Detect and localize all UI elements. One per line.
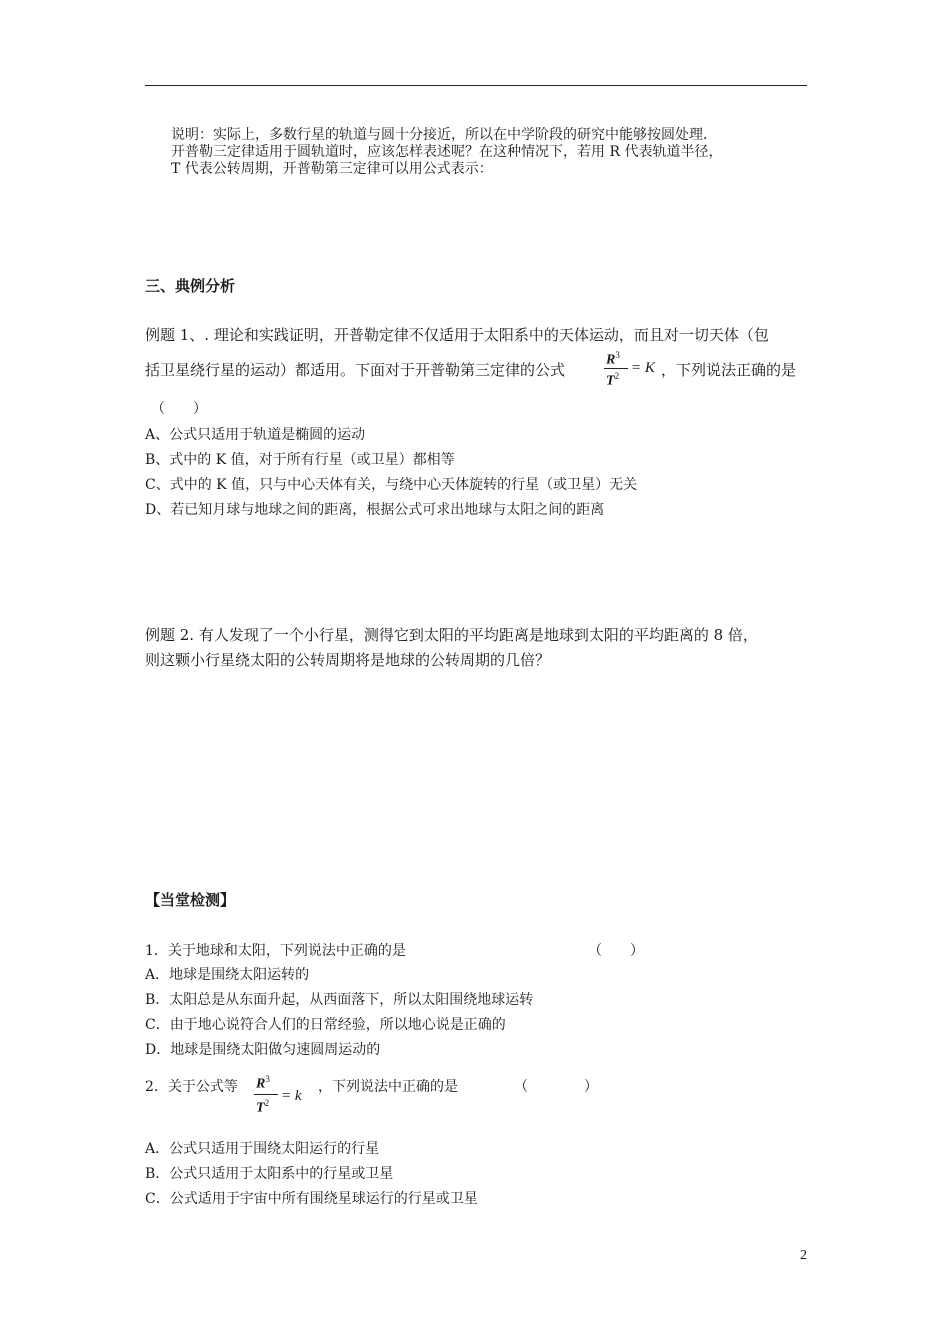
example1-line-1: 例题 1、. 理论和实践证明，开普勒定律不仅适用于太阳系中的天体运动，而且对一切天体（包 [145,326,769,344]
header-rule [145,85,807,86]
q1-option-a: A．地球是围绕太阳运转的 [145,967,310,983]
q1-answer-paren: （ ） [588,943,644,959]
q2-formula-denominator: $T^2$ [256,1098,270,1116]
example1-option-c: C、式中的 K 值，只与中心天体有关，与绕中心天体旋转的行星（或卫星）无关 [145,477,638,493]
quiz-title: 【当堂检测】 [145,891,236,909]
section-title: 三、典例分析 [145,277,236,295]
q2-fraction-bar [254,1094,278,1095]
q1-option-d: D．地球是围绕太阳做匀速圆周运动的 [145,1042,381,1058]
example2-line-2: 则这颗小行星绕太阳的公转周期将是地球的公转周期的几倍？ [145,651,551,669]
example1-answer-paren: （ ） [151,401,207,417]
q2-formula-numerator: $R^3$ [256,1074,270,1092]
q1-stem: 1．关于地球和太阳，下列说法中正确的是 [145,943,406,959]
example1-option-b: B、式中的 K 值，对于所有行星（或卫星）都相等 [145,452,455,468]
q2-option-c: C．公式适用于宇宙中所有围绕星球运行的行星或卫星 [145,1191,478,1207]
q2-option-a: A．公式只适用于围绕太阳运行的行星 [145,1141,380,1157]
example2-line-1: 例题 2. 有人发现了一个小行星，测得它到太阳的平均距离是地球到太阳的平均距离的 8 倍， [145,626,758,644]
note-line-2: 开普勒三定律适用于圆轨道时，应该怎样表述呢？在这种情况下，若用 R 代表轨道半径， [171,144,723,160]
note-line-3: T 代表公转周期，开普勒第三定律可以用公式表示： [171,161,493,177]
q2-formula-rhs: = k [281,1088,302,1104]
q2-option-b: B．公式只适用于太阳系中的行星或卫星 [145,1166,394,1182]
formula-numerator: $R^3$ [606,350,620,368]
q2-stem-start: 2．关于公式等 [145,1079,238,1095]
q1-option-c: C．由于地心说符合人们的日常经验，所以地心说是正确的 [145,1017,506,1033]
q2-formula [254,1074,314,1116]
q2-stem-end: ，下列说法中正确的是 [318,1079,458,1095]
fraction-bar [604,368,628,369]
example1-line-2-start: 括卫星绕行星的运动）都适用。下面对于开普勒第三定律的公式 [145,361,566,379]
formula-rhs: = K [631,360,655,376]
example1-option-a: A、公式只适用于轨道是椭圆的运动 [145,427,366,443]
example1-line-2-end: ，下列说法正确的是 [661,361,797,379]
note-line-1: 说明：实际上，多数行星的轨道与圆十分接近，所以在中学阶段的研究中能够按圆处理． [171,127,717,143]
page-number: 2 [800,1248,807,1263]
formula-denominator: $T^2$ [606,371,620,389]
example1-option-d: D、若已知月球与地球之间的距离，根据公式可求出地球与太阳之间的距离 [145,502,605,518]
q1-option-b: B．太阳总是从东面升起，从西面落下，所以太阳围绕地球运转 [145,992,534,1008]
q2-answer-paren: （ ） [514,1079,598,1095]
